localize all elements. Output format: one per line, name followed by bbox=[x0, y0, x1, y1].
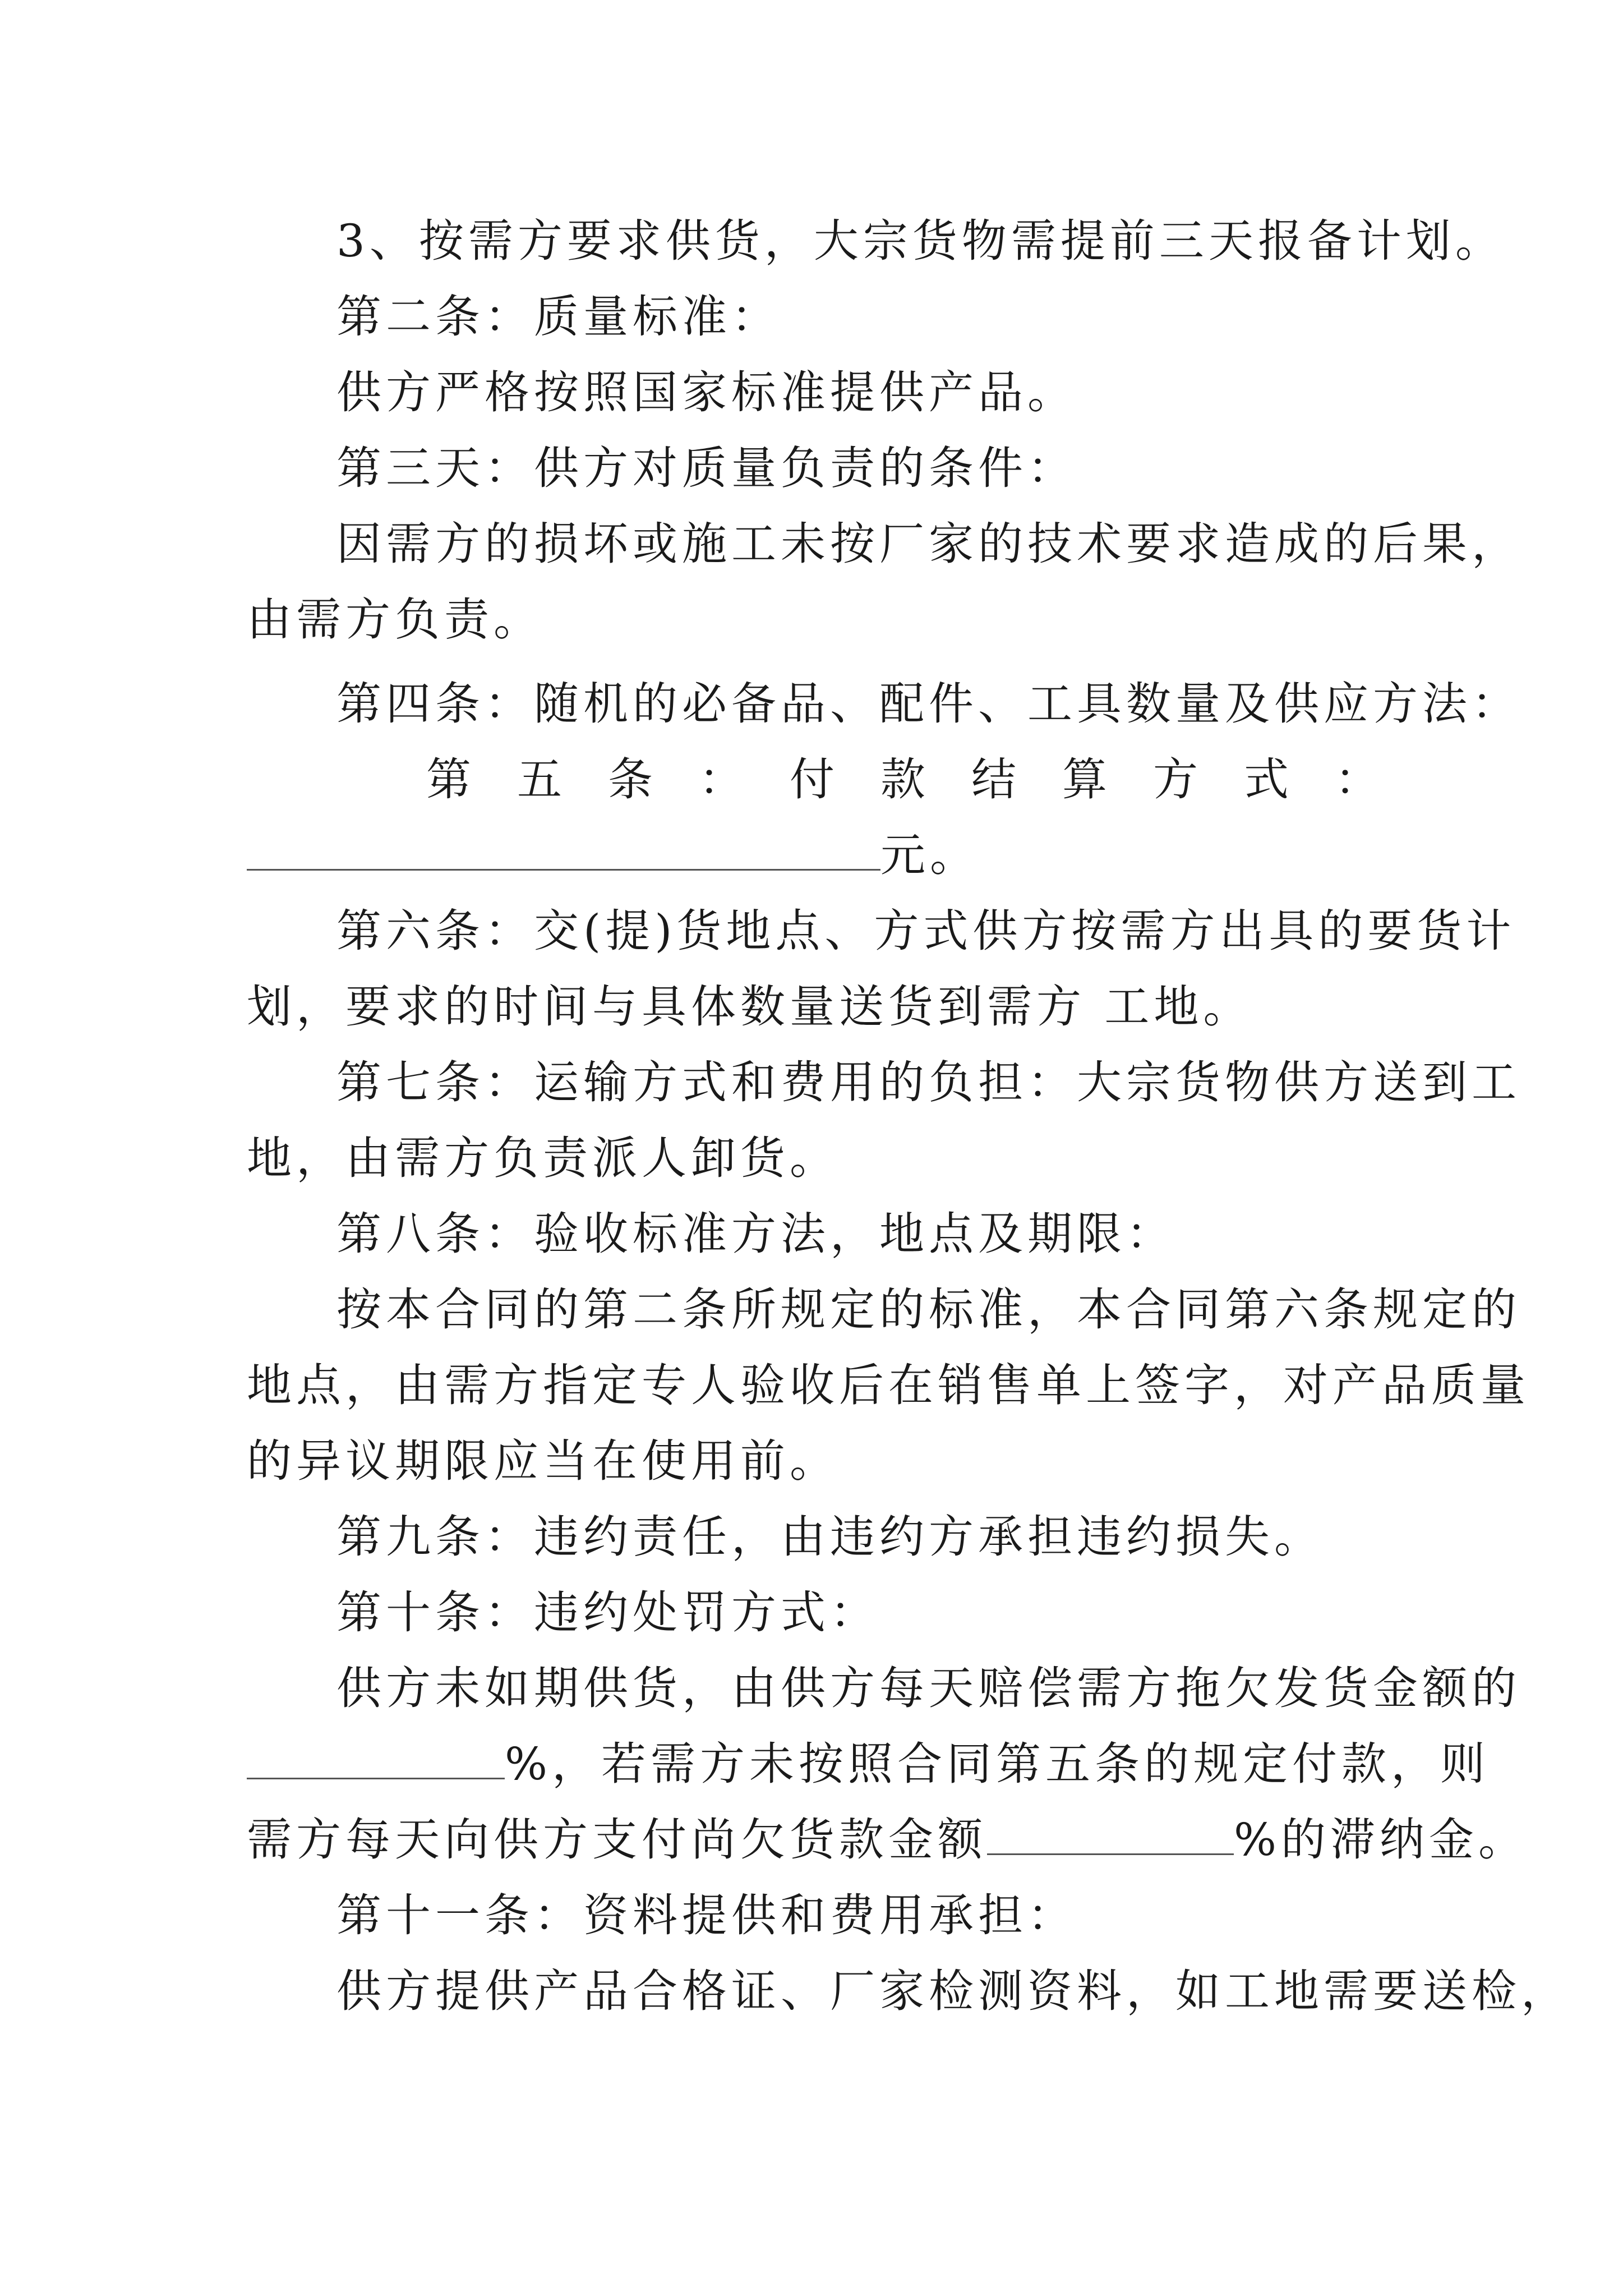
clause-3-heading: 第三天：供方对质量负责的条件： bbox=[336, 442, 1077, 494]
clause-5-char: 算 bbox=[1062, 753, 1107, 806]
clause-6-line-2: 划，要求的时间与具体数量送货到需方 工地。 bbox=[247, 981, 1253, 1033]
clause-5-amount-line bbox=[247, 827, 1385, 884]
clause-3-body-line-1: 因需方的损坏或施工未按厂家的技术要求造成的后果， bbox=[336, 518, 1521, 570]
clause-7-line-2: 地，由需方负责派人卸货。 bbox=[247, 1132, 839, 1184]
clause-9: 第九条：违约责任，由违约方承担违约损失。 bbox=[336, 1511, 1324, 1563]
clause-5-char: 款 bbox=[880, 753, 925, 806]
clause-5-char: 结 bbox=[971, 753, 1016, 806]
clause-8-body-line-3: 的异议期限应当在使用前。 bbox=[247, 1435, 839, 1487]
clause-10-text: %的滞纳金。 bbox=[1234, 1814, 1528, 1866]
clause-4-heading: 第四条：随机的必备品、配件、工具数量及供应方法： bbox=[336, 678, 1521, 730]
clause-5-char: ： bbox=[1335, 753, 1380, 806]
payment-amount-blank[interactable] bbox=[247, 830, 880, 871]
clause-10-heading: 第十条：违约处罚方式： bbox=[336, 1586, 879, 1639]
clause-10-body-line-2 bbox=[247, 1736, 1490, 1792]
clause-3-body-line-2: 由需方负责。 bbox=[247, 593, 543, 646]
clause-7-line-1: 第七条：运输方式和费用的负担：大宗货物供方送到工 bbox=[336, 1056, 1521, 1108]
clause-1-item-3: 3、按需方要求供货，大宗货物需提前三天报备计划。 bbox=[336, 215, 1505, 267]
clause-5-char: 条 bbox=[608, 753, 653, 806]
clause-11-heading: 第十一条：资料提供和费用承担： bbox=[336, 1889, 1077, 1941]
clause-10-text: 需方每天向供方支付尚欠货款金额 bbox=[247, 1814, 987, 1866]
clause-8-body-line-2: 地点，由需方指定专人验收后在销售单上签字，对产品质量 bbox=[247, 1359, 1530, 1411]
clause-11-body-line-1: 供方提供产品合格证、厂家检测资料，如工地需要送检， bbox=[336, 1965, 1570, 2017]
clause-8-body-line-1: 按本合同的第二条所规定的标准，本合同第六条规定的 bbox=[336, 1283, 1521, 1336]
clause-2-heading: 第二条：质量标准： bbox=[336, 291, 781, 343]
clause-10-body-line-3 bbox=[247, 1812, 1528, 1868]
clause-5-char: 方 bbox=[1153, 753, 1198, 806]
clause-5-char: 五 bbox=[517, 753, 562, 806]
clause-5-char: 付 bbox=[790, 753, 834, 806]
currency-unit: 元。 bbox=[880, 829, 979, 881]
clause-2-body: 供方严格按照国家标准提供产品。 bbox=[336, 366, 1077, 418]
late-delivery-rate-blank[interactable] bbox=[247, 1738, 505, 1779]
clause-8-heading: 第八条：验收标准方法，地点及期限： bbox=[336, 1208, 1175, 1260]
clause-5-char: 第 bbox=[426, 753, 471, 806]
clause-10-body-line-1: 供方未如期供货，由供方每天赔偿需方拖欠发货金额的 bbox=[336, 1662, 1521, 1714]
clause-10-text: %，若需方未按照合同第五条的规定付款，则 bbox=[505, 1738, 1490, 1790]
late-payment-rate-blank[interactable] bbox=[987, 1814, 1234, 1855]
clause-6-line-1: 第六条：交(提)货地点、方式供方按需方出具的要货计 bbox=[336, 905, 1516, 957]
clause-5-char: ： bbox=[699, 753, 744, 806]
clause-5-heading bbox=[426, 752, 1380, 808]
clause-5-char: 式 bbox=[1244, 753, 1289, 806]
